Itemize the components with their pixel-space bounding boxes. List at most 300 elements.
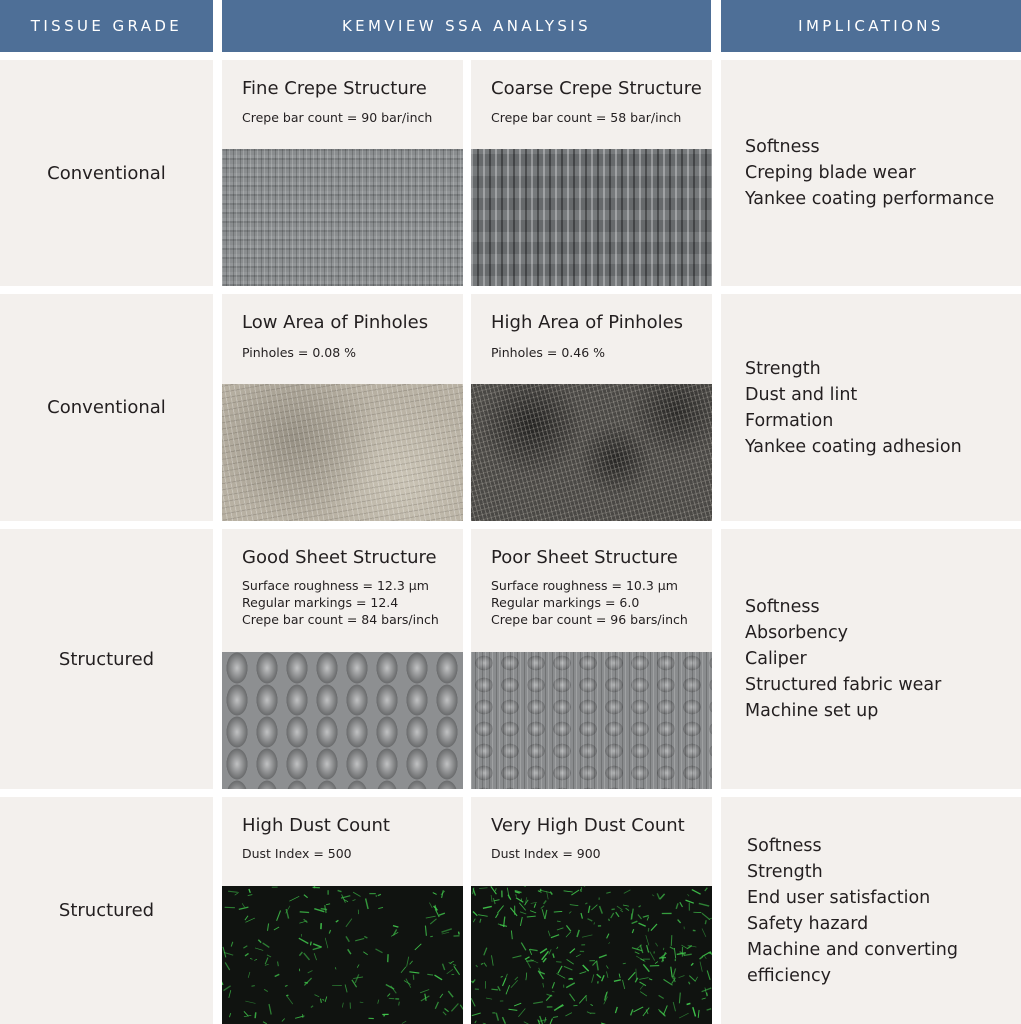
dust-particle	[472, 1013, 481, 1016]
dust-particle	[585, 903, 587, 904]
implication-item: Formation	[745, 410, 834, 431]
dust-particle	[623, 980, 625, 989]
dust-particle	[631, 1009, 633, 1015]
dust-particle	[557, 974, 566, 979]
grade-cell	[0, 797, 213, 1024]
dust-particle	[691, 963, 693, 965]
panel-title: Very High Dust Count	[491, 815, 685, 836]
dust-particle	[511, 931, 512, 940]
dust-particle	[439, 913, 445, 915]
dust-particle	[542, 951, 549, 960]
metric-line: Crepe bar count = 90 bar/inch	[242, 110, 433, 125]
dust-particle	[378, 894, 381, 895]
dust-particle	[342, 1003, 343, 1008]
dust-particle	[420, 990, 429, 993]
dust-particle	[393, 926, 398, 928]
dust-particle	[687, 1003, 691, 1004]
implication-item: Machine set up	[745, 701, 879, 721]
metric-line: Regular markings = 12.4	[242, 595, 399, 610]
dust-particle	[607, 971, 609, 977]
dust-particle	[475, 1021, 477, 1024]
dust-particle	[486, 998, 492, 999]
dust-particle	[224, 986, 231, 991]
dust-particle	[692, 890, 701, 895]
dust-particle	[553, 954, 554, 958]
dust-particle	[576, 954, 581, 956]
dust-particle	[336, 920, 339, 922]
dust-particle	[498, 906, 504, 914]
dust-particle	[597, 974, 601, 978]
dust-particle	[570, 949, 575, 954]
dust-particle	[425, 926, 426, 936]
dust-particle	[366, 899, 369, 910]
dust-particle	[484, 963, 487, 967]
dust-particle	[313, 947, 321, 949]
dust-particle	[710, 951, 712, 954]
dust-particle	[695, 977, 697, 982]
dust-particle	[315, 995, 320, 997]
implication-item: End user satisfaction	[747, 887, 931, 908]
good-sheet-image	[222, 652, 463, 789]
dust-particle	[526, 959, 531, 968]
dust-particle	[542, 909, 545, 919]
dust-particle	[243, 946, 247, 948]
dust-particle	[222, 976, 223, 985]
dust-particle	[516, 894, 517, 897]
dust-particle	[689, 976, 695, 982]
dust-particle	[252, 986, 255, 987]
dust-particle	[229, 1013, 230, 1017]
dust-particle	[632, 929, 633, 933]
grade-cell	[0, 294, 213, 521]
dust-particle	[448, 991, 453, 997]
dust-particle	[635, 952, 640, 954]
dust-particle	[299, 952, 302, 956]
dust-particle	[533, 1002, 543, 1004]
dust-particle	[623, 905, 629, 906]
dust-particle	[554, 1005, 563, 1011]
dust-particles	[222, 886, 463, 1024]
dust-particle	[671, 935, 672, 946]
dust-particle	[410, 961, 413, 965]
dust-particle	[246, 918, 255, 922]
dust-particle	[443, 1012, 446, 1015]
dust-particle	[228, 891, 238, 892]
metric-line: Pinholes = 0.08 %	[242, 345, 357, 360]
dust-particle	[496, 1013, 498, 1021]
panel-title: Coarse Crepe Structure	[491, 78, 702, 99]
dust-particle	[509, 1009, 518, 1010]
dust-particle	[476, 965, 478, 967]
implication-item: Strength	[745, 358, 821, 379]
dust-particle	[581, 887, 582, 890]
panel-title: High Dust Count	[242, 815, 390, 836]
panel-metrics	[491, 577, 688, 628]
dust-particle	[688, 894, 690, 896]
dust-particle	[592, 975, 594, 983]
dust-particle	[521, 943, 526, 951]
dust-particle	[495, 888, 496, 891]
panel-title: Low Area of Pinholes	[242, 312, 429, 333]
dust-particle	[705, 920, 706, 924]
dust-particle	[609, 919, 610, 921]
dust-particle	[325, 938, 328, 948]
dust-particle	[357, 965, 359, 968]
dust-particle	[626, 908, 629, 911]
dust-particle	[616, 912, 619, 917]
dust-particle	[527, 916, 536, 917]
dust-particle	[609, 942, 610, 944]
dust-particle	[534, 904, 536, 908]
dust-particle	[647, 945, 649, 952]
dust-particle	[540, 949, 547, 954]
dust-particle	[285, 985, 288, 986]
dust-particle	[640, 982, 647, 986]
dust-particle	[549, 949, 551, 954]
dust-particle	[647, 917, 649, 921]
dust-particle	[250, 958, 252, 959]
dust-particle	[244, 1011, 249, 1016]
dust-particle	[386, 985, 394, 990]
dust-particle	[453, 965, 456, 966]
dust-particle	[442, 929, 452, 932]
poor-sheet-image	[471, 652, 712, 789]
dust-particle	[511, 980, 518, 987]
dust-particle	[326, 904, 330, 905]
dust-particle	[628, 972, 635, 980]
dust-particle	[378, 1000, 379, 1004]
dust-particle	[427, 974, 433, 975]
dust-particle	[646, 935, 649, 945]
implication-item: Caliper	[745, 649, 807, 669]
dust-particle	[429, 903, 432, 908]
very-high-dust-image	[471, 886, 712, 1024]
implication-item: Softness	[745, 137, 820, 157]
panel-title: Poor Sheet Structure	[491, 547, 678, 568]
dust-particle	[526, 973, 527, 981]
dust-particle	[483, 906, 492, 908]
dust-particle	[425, 994, 426, 1001]
dust-particle	[451, 1004, 458, 1012]
dust-particle	[401, 967, 406, 973]
dust-particle	[345, 985, 347, 993]
analysis-panel-low-pinholes	[222, 294, 463, 521]
dust-particle	[473, 912, 477, 916]
metric-line: Dust Index = 500	[242, 846, 352, 861]
dust-particle	[342, 894, 346, 902]
dust-particle	[582, 935, 592, 937]
dust-particle	[399, 1002, 400, 1006]
dust-particle	[707, 1009, 712, 1010]
dust-particle	[507, 888, 509, 898]
dust-particle	[591, 905, 597, 910]
dust-particle	[649, 979, 652, 980]
dust-particle	[552, 982, 554, 988]
dust-particle	[568, 979, 572, 980]
dust-particle	[633, 1007, 643, 1012]
implication-item: Structured fabric wear	[745, 675, 942, 695]
dust-particle	[651, 924, 657, 931]
dust-particle	[702, 929, 706, 937]
dust-particle	[335, 967, 336, 969]
dust-particle	[242, 903, 245, 907]
dust-particle	[258, 940, 261, 943]
grade-label: Structured	[58, 900, 155, 921]
dust-particle	[570, 905, 579, 906]
dust-particle	[265, 964, 269, 965]
dust-particle	[530, 949, 538, 950]
dust-particle	[519, 903, 525, 911]
dust-particle	[311, 942, 312, 946]
implication-item: Strength	[747, 861, 823, 882]
implications-cell	[721, 797, 1021, 1024]
dust-particle	[267, 955, 271, 957]
dust-particle	[479, 888, 487, 889]
dust-particle	[304, 953, 310, 960]
dust-particle	[680, 902, 683, 907]
dust-particle	[655, 962, 658, 964]
dust-particle	[378, 907, 383, 908]
dust-particle	[564, 966, 573, 970]
analysis-panel-high-pinholes	[471, 294, 712, 521]
dust-particle	[314, 953, 316, 960]
panel-metrics	[491, 109, 681, 126]
dust-particle	[376, 949, 383, 953]
dust-particle	[265, 958, 268, 965]
dust-particle	[581, 889, 582, 892]
dust-particle	[286, 995, 292, 1004]
dust-particle	[248, 895, 253, 896]
dust-particle	[597, 961, 599, 971]
dust-particle	[245, 953, 249, 956]
dust-particle	[679, 976, 685, 978]
dust-particle	[571, 890, 579, 895]
dust-particle	[541, 906, 544, 909]
dust-particle	[364, 936, 367, 938]
implication-item: Yankee coating adhesion	[745, 436, 962, 457]
dust-particle	[447, 969, 453, 974]
implication-item: efficiency	[747, 965, 832, 986]
dust-particle	[225, 962, 230, 970]
dust-particle	[451, 961, 454, 963]
dust-particle	[699, 903, 709, 906]
dust-particle	[550, 892, 552, 895]
metric-line: Surface roughness = 10.3 µm	[491, 578, 678, 593]
dust-particle	[543, 958, 546, 962]
dust-particle	[579, 995, 586, 1003]
analysis-panel-high-dust	[222, 797, 463, 1024]
dust-particles	[471, 886, 712, 1024]
dust-particle	[543, 983, 544, 987]
dust-particle	[676, 903, 678, 909]
dust-particle	[580, 972, 587, 974]
dust-particle	[617, 906, 622, 910]
dust-particle	[643, 964, 649, 971]
dust-particle	[520, 912, 526, 914]
dust-particle	[231, 942, 233, 947]
dust-particle	[557, 947, 558, 949]
dust-particle	[346, 919, 352, 927]
dust-particle	[263, 943, 270, 948]
dust-particle	[556, 962, 561, 963]
dust-particle	[566, 983, 575, 988]
dust-particle	[254, 959, 257, 960]
dust-particle	[620, 910, 623, 912]
dust-particle	[268, 923, 269, 930]
panel-metrics	[242, 845, 352, 862]
implication-item: Softness	[747, 835, 822, 856]
dust-particle	[325, 997, 327, 1003]
dust-particle	[640, 985, 644, 990]
metric-line: Dust Index = 900	[491, 846, 601, 861]
dust-particle	[588, 919, 593, 921]
dust-particle	[671, 967, 672, 978]
dust-particle	[471, 981, 474, 982]
dust-particle	[565, 1013, 572, 1016]
implication-item: Absorbency	[745, 623, 849, 643]
dust-particle	[558, 966, 562, 974]
dust-particle	[286, 995, 288, 996]
dust-particle	[567, 959, 574, 964]
panel-metrics	[242, 577, 439, 628]
dust-particle	[255, 1012, 256, 1018]
dust-particle	[484, 948, 487, 956]
dust-particle	[606, 966, 608, 969]
panel-metrics	[242, 109, 432, 126]
dust-particle	[638, 915, 642, 920]
dust-particle	[623, 963, 626, 964]
dust-particle	[454, 966, 460, 975]
dust-particle	[274, 927, 279, 930]
dust-particle	[700, 962, 702, 972]
dust-particle	[554, 911, 562, 912]
dust-particle	[346, 936, 349, 941]
dust-particle	[443, 964, 445, 970]
dust-particle	[460, 1005, 463, 1010]
dust-particle	[426, 916, 436, 918]
dust-particle	[583, 965, 589, 971]
panel-metrics	[242, 344, 356, 361]
dust-particle	[445, 1009, 449, 1012]
dust-particle	[323, 999, 325, 1000]
dust-particle	[544, 901, 547, 904]
dust-particle	[473, 919, 475, 923]
dust-particle	[498, 986, 500, 991]
implication-item: Safety hazard	[747, 913, 869, 934]
metric-line: Crepe bar count = 96 bars/inch	[491, 612, 688, 627]
implications-cell	[721, 60, 1021, 286]
dust-particle	[698, 1010, 699, 1018]
dust-particle	[409, 972, 419, 973]
dust-particle	[245, 916, 248, 920]
dust-particle	[705, 988, 707, 997]
dust-particle	[510, 908, 517, 916]
high-dust-image	[222, 886, 463, 1024]
dust-particle	[591, 1004, 593, 1005]
dust-particle	[299, 921, 307, 923]
metric-line: Surface roughness = 12.3 µm	[242, 578, 429, 593]
dust-particle	[593, 961, 597, 966]
dust-particle	[501, 976, 503, 977]
dust-particle	[264, 989, 268, 991]
analysis-panel-good-sheet	[222, 529, 463, 789]
dust-particle	[229, 990, 231, 998]
metric-line: Pinholes = 0.46 %	[491, 345, 606, 360]
dust-particle	[304, 895, 308, 898]
dust-particle	[674, 948, 675, 958]
dust-particle	[289, 896, 299, 901]
dust-particle	[440, 994, 443, 998]
dust-particle	[471, 998, 475, 1006]
dust-particle	[606, 892, 610, 893]
metric-line: Regular markings = 6.0	[491, 595, 640, 610]
dust-particle	[648, 928, 649, 932]
dust-particle	[239, 907, 249, 909]
dust-particle	[415, 944, 422, 950]
dust-particle	[557, 921, 561, 922]
dust-particle	[607, 934, 609, 939]
metric-line: Crepe bar count = 84 bars/inch	[242, 612, 439, 627]
dust-particle	[704, 956, 706, 959]
dust-particle	[282, 1019, 285, 1022]
dust-particle	[503, 1017, 506, 1024]
dust-particle	[549, 1018, 553, 1024]
dust-particle	[515, 977, 518, 980]
dust-particle	[514, 1003, 521, 1006]
grade-label: Conventional	[47, 162, 166, 184]
dust-particle	[348, 949, 351, 954]
dust-particle	[402, 1021, 406, 1024]
dust-particle	[557, 928, 564, 930]
high-pinholes-image	[471, 384, 712, 521]
dust-particle	[679, 1013, 689, 1018]
header-implications: IMPLICATIONS	[721, 0, 1021, 52]
dust-particle	[639, 923, 646, 926]
grade-label: Conventional	[47, 397, 166, 418]
analysis-panel-very-high-dust	[471, 797, 712, 1024]
dust-particle	[311, 1006, 313, 1008]
dust-particle	[624, 890, 631, 894]
dust-particle	[503, 978, 506, 986]
dust-particle	[248, 972, 250, 978]
dust-particle	[387, 994, 390, 997]
implications-cell	[721, 294, 1021, 521]
dust-particle	[551, 935, 559, 938]
dust-particle	[678, 920, 681, 923]
panel-metrics	[491, 344, 605, 361]
dust-particle	[308, 971, 313, 973]
dust-particle	[355, 974, 359, 983]
dust-particle	[540, 1016, 543, 1024]
dust-particle	[277, 911, 281, 921]
panel-metrics	[491, 845, 601, 862]
dust-particle	[670, 947, 674, 949]
dust-particle	[611, 913, 614, 918]
dust-particle	[255, 948, 263, 951]
dust-particle	[707, 970, 710, 979]
dust-particle	[321, 999, 322, 1003]
dust-particle	[673, 1002, 675, 1011]
dust-particle	[612, 909, 615, 910]
dust-particle	[435, 975, 443, 980]
panel-title: Good Sheet Structure	[242, 547, 437, 568]
grade-label: Structured	[58, 648, 155, 670]
implication-item: Machine and converting	[747, 939, 958, 960]
header-kemview-ssa-analysis: KEMVIEW SSA ANALYSIS	[222, 0, 711, 52]
dust-particle	[478, 915, 488, 917]
dust-particle	[299, 938, 309, 943]
dust-particle	[496, 913, 499, 918]
